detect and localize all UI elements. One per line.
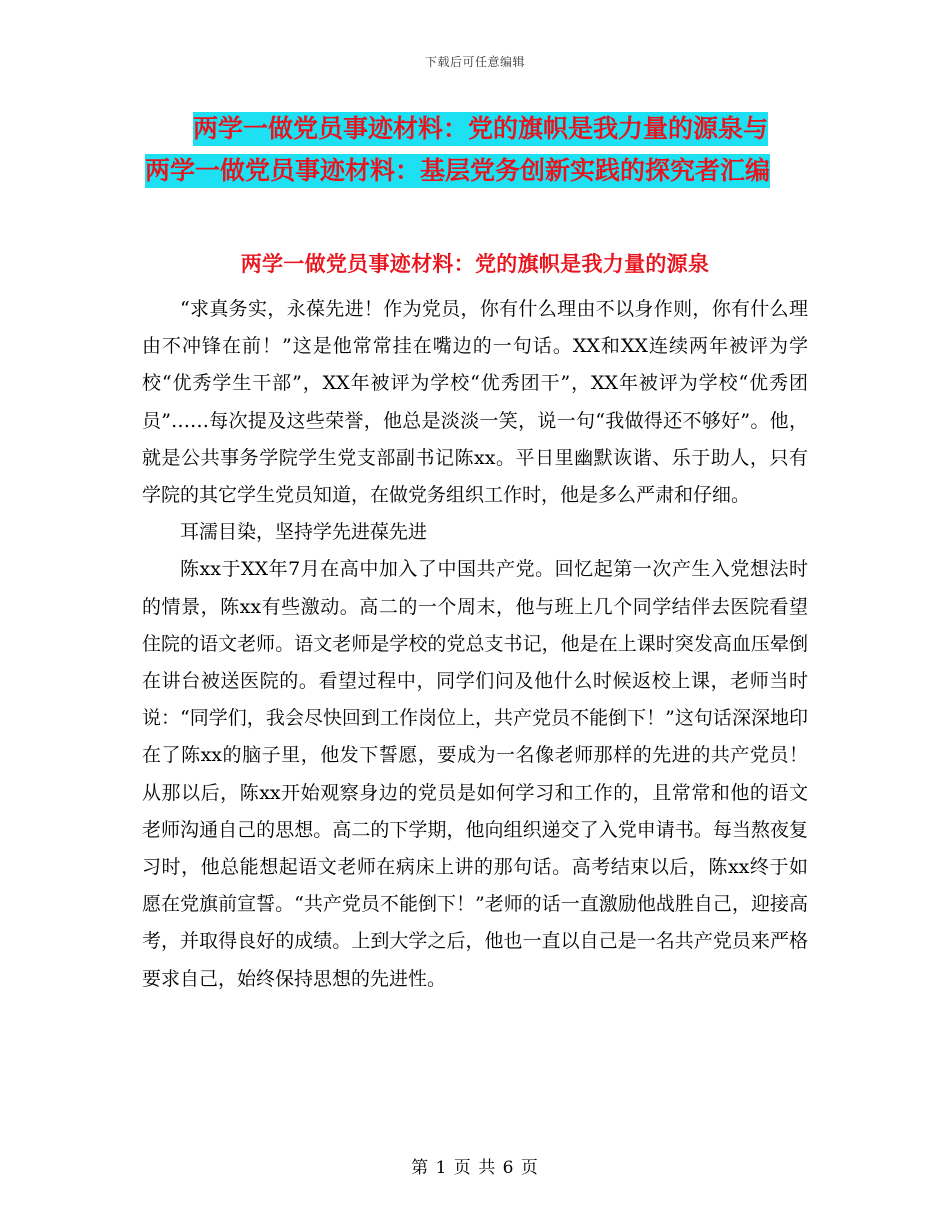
document-title-line-1 bbox=[145, 108, 809, 150]
page-footer: 第 1 页 共 6 页 bbox=[411, 1158, 539, 1178]
paragraph-story: 陈xx于XX年7月在高中加入了中国共产党。回忆起第一次产生入党想法时的情景，陈xx有些激动。高二的一个周末，他与班上几个同学结伴去医院看望住院的语文老师。语文老师是学校的党总支书记，他是在上课时突发高血压晕倒在讲台被送医院的。看望过程中，同学们问及他什么时候返校上课，老师当时说：“同学们，我会尽快回到工作岗位上，共产党员不能倒下！”这句话深深地印在了陈xx的脑子里，他发下誓愿，要成为一名像老师那样的先进的共产党员！从那以后，陈xx开始观察身边的党员是如何学习和工作的，且常常和他的语文老师沟通自己的思想。高二的下学期，他向组织递交了入党申请书。每当熬夜复习时，他总能想起语文老师在病床上讲的那句话。高考结束以后，陈xx终于如愿在党旗前宣誓。“共产党员不能倒下！”老师的话一直激励他战胜自己，迎接高考，并取得良好的成绩。上到大学之后，他也一直以自己是一名共产党员来严格要求自己，始终保持思想的先进性。 bbox=[142, 558, 808, 990]
paragraph-intro: “求真务实，永葆先进！作为党员，你有什么理由不以身作则，你有什么理由不冲锋在前！”这是他常常挂在嘴边的一句话。XX和XX连续两年被评为学校“优秀学生干部”，XX年被评为学校“优秀团干”，XX年被评为学校“优秀团员”……每次提及这些荣誉，他总是淡淡一笑，说一句“我做得还不够好”。他，就是公共事务学院学生党支部副书记陈xx。平日里幽默诙谐、乐于助人，只有学院的其它学生党员知道，在做党务组织工作时，他是多么严肃和仔细。 bbox=[142, 298, 808, 507]
paragraph-heading: 耳濡目染，坚持学先进葆先进 bbox=[180, 521, 428, 544]
header-note: 下载后可任意编辑 bbox=[424, 55, 525, 69]
title-highlight-2: 两学一做党员事迹材料：基层党务创新实践的探究者汇编 bbox=[145, 154, 770, 188]
title-highlight-1: 两学一做党员事迹材料：党的旗帜是我力量的源泉与 bbox=[193, 112, 768, 146]
document-title bbox=[145, 108, 809, 192]
section-title: 两学一做党员事迹材料：党的旗帜是我力量的源泉 bbox=[240, 251, 710, 276]
article-body bbox=[142, 291, 808, 998]
document-title-line-2 bbox=[145, 150, 809, 192]
